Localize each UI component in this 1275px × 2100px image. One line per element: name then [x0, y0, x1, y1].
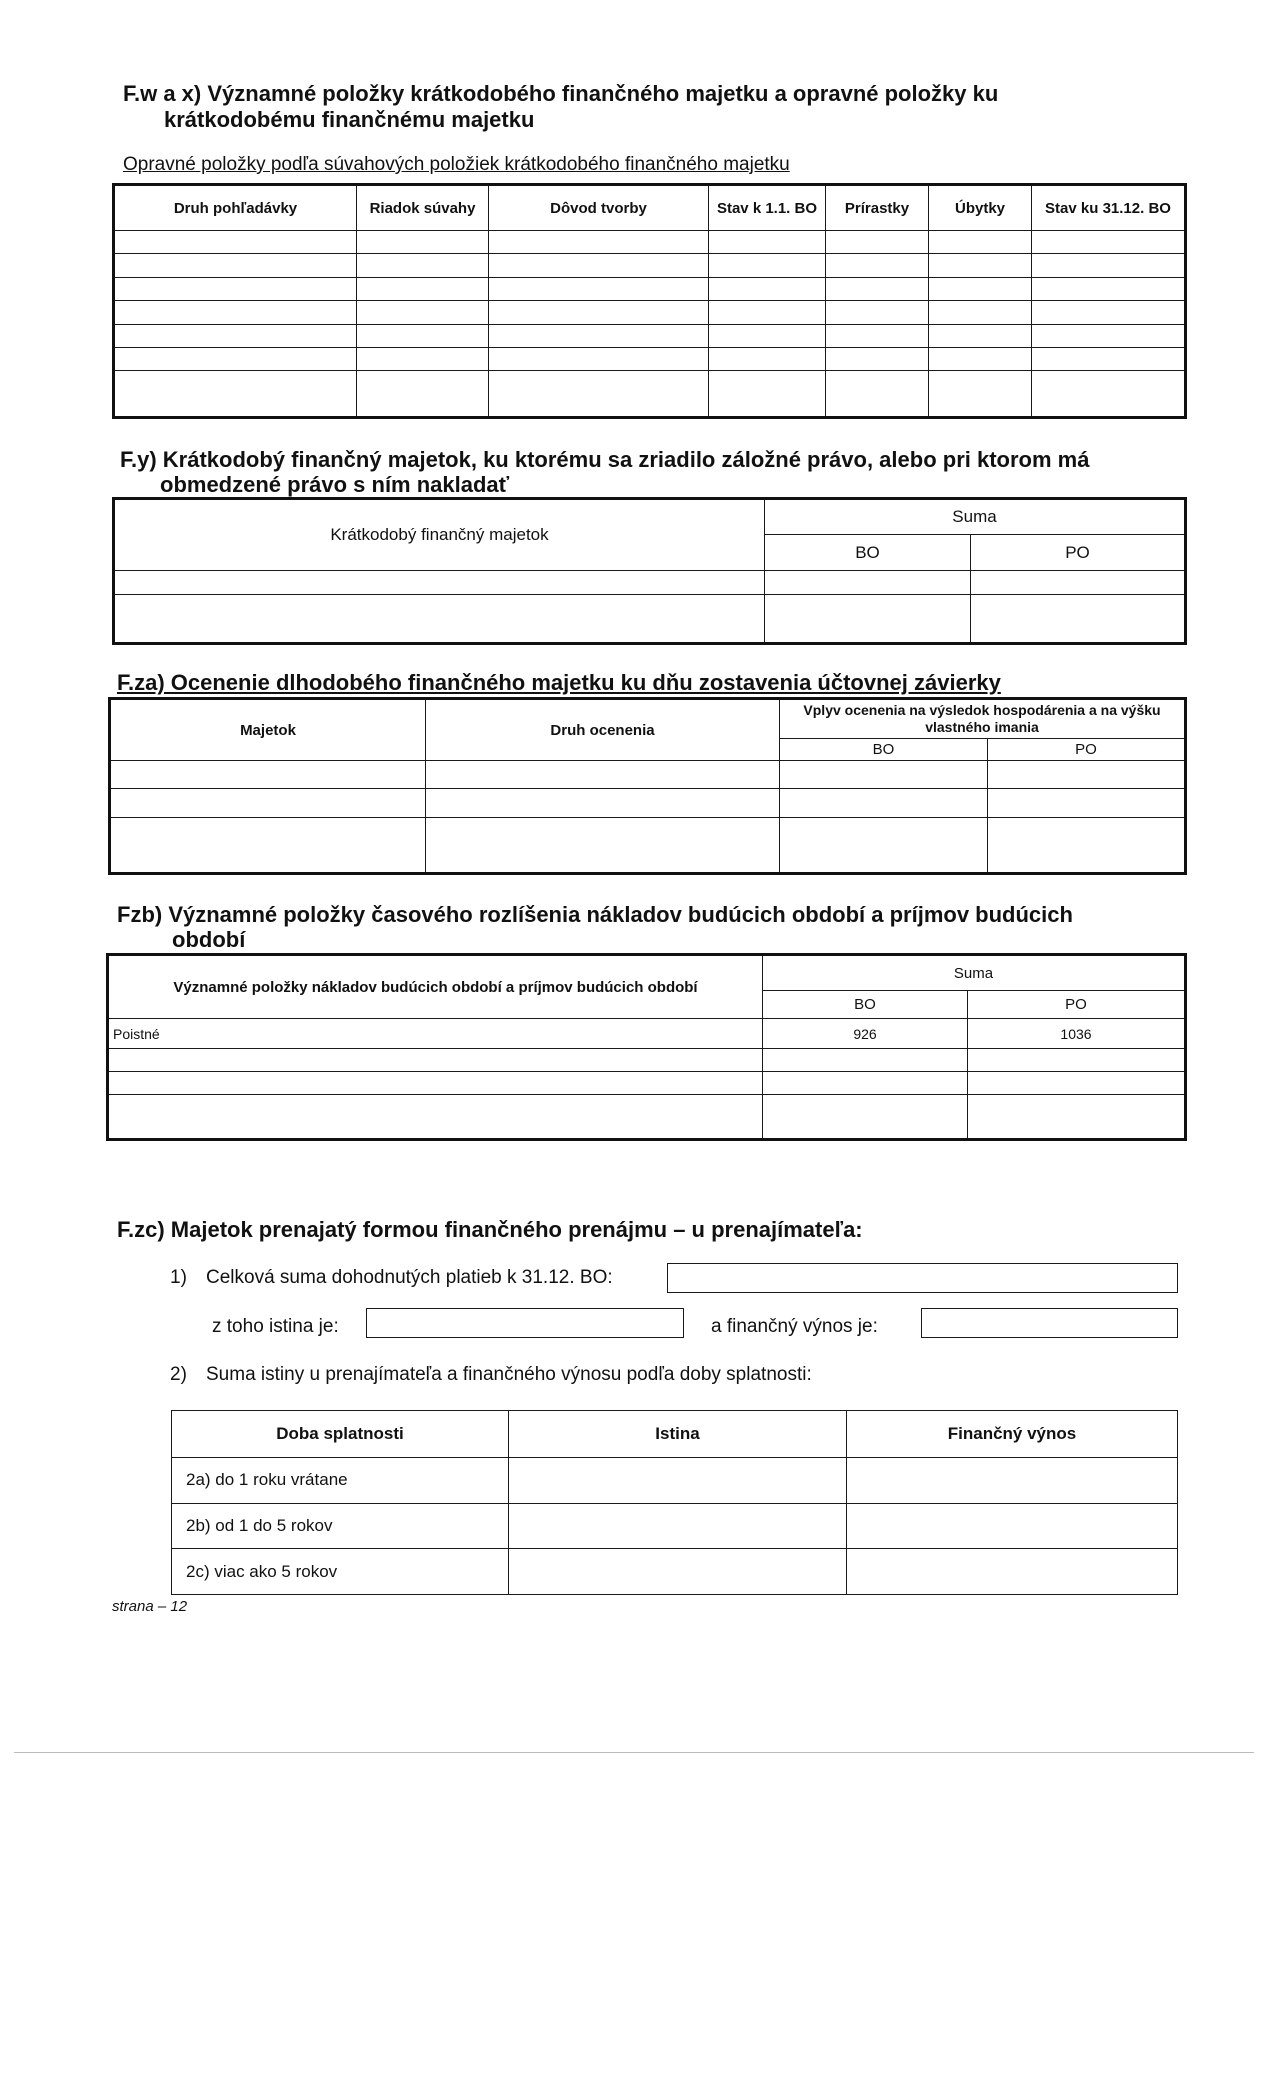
table-row [110, 789, 1186, 817]
fwx-col-receivable-type: Druh pohľadávky [114, 185, 357, 231]
fzb-table [106, 953, 1187, 1141]
fzc-row-label: 2b) od 1 do 5 rokov [172, 1503, 509, 1549]
fwx-table [112, 183, 1187, 419]
fzb-heading-line1: Fzb) Významné položky časového rozlíšenia nákladov budúcich období a príjmov budúcich [117, 902, 1073, 927]
fzc-col-period: Doba splatnosti [172, 1411, 509, 1458]
table-row [172, 1458, 1178, 1504]
fwx-heading-line1: F.w a x) Významné položky krátkodobého finančného majetku a opravné položky ku [123, 81, 999, 106]
fza-col-po: PO [988, 739, 1186, 761]
fza-col-impact: Vplyv ocenenia na výsledok hospodárenia a na výšku vlastného imania [780, 699, 1186, 739]
fza-col-valuation-type: Druh ocenenia [426, 699, 780, 761]
fzc-q1-number: 1) [170, 1267, 187, 1288]
fzb-col-po: PO [968, 991, 1186, 1019]
table-row [114, 301, 1186, 324]
fzb-row-name[interactable]: Poistné [108, 1019, 763, 1049]
fzb-row-bo[interactable]: 926 [763, 1019, 968, 1049]
fwx-header-row [114, 185, 1186, 231]
fza-heading: F.za) Ocenenie dlhodobého finančného majetku ku dňu zostavenia účtovnej závierky [117, 670, 1001, 695]
fy-col-bo: BO [765, 535, 971, 571]
fzc-heading: F.zc) Majetok prenajatý formou finančného prenájmu – u prenajímateľa: [117, 1217, 863, 1242]
fy-col-po: PO [971, 535, 1186, 571]
fwx-col-additions: Prírastky [826, 185, 929, 231]
fwx-subheading: Opravné položky podľa súvahových položiek krátkodobého finančného majetku [123, 154, 790, 175]
table-row [110, 817, 1186, 874]
table-row [110, 761, 1186, 789]
table-row [114, 277, 1186, 300]
table-row [108, 1019, 1186, 1049]
table-row [114, 347, 1186, 370]
fzc-row-label: 2c) viac ako 5 rokov [172, 1549, 509, 1595]
fzc-income-field[interactable] [921, 1308, 1178, 1338]
fy-heading-line1: F.y) Krátkodobý finančný majetok, ku ktorému sa zriadilo záložné právo, alebo pri ktorom má [120, 447, 1090, 472]
table-row [114, 571, 1186, 595]
fy-col-asset: Krátkodobý finančný majetok [114, 499, 765, 571]
fzc-row-label: 2a) do 1 roku vrátane [172, 1458, 509, 1504]
fwx-heading-line2: krátkodobému finančnému majetku [164, 107, 535, 132]
fza-table [108, 697, 1187, 875]
fwx-col-end-balance: Stav ku 31.12. BO [1032, 185, 1186, 231]
table-row [108, 1071, 1186, 1094]
fzc-col-principal: Istina [509, 1411, 847, 1458]
fzc-principal-label: z toho istina je: [212, 1316, 339, 1337]
fzc-q1-label: Celková suma dohodnutých platieb k 31.12. BO: [206, 1267, 613, 1288]
fy-heading-line2: obmedzené právo s ním nakladať [160, 472, 510, 497]
table-row [108, 1094, 1186, 1140]
table-row [114, 595, 1186, 644]
table-row [114, 324, 1186, 347]
table-row [114, 371, 1186, 418]
page-number: strana – 12 [112, 1598, 188, 1615]
fwx-col-reason: Dôvod tvorby [489, 185, 709, 231]
fzc-income-label: a finančný výnos je: [711, 1316, 878, 1337]
fwx-col-reductions: Úbytky [929, 185, 1032, 231]
table-row [108, 1049, 1186, 1072]
fzc-total-payments-field[interactable] [667, 1263, 1178, 1293]
fza-col-asset: Majetok [110, 699, 426, 761]
table-row [114, 254, 1186, 277]
fzb-row-po[interactable]: 1036 [968, 1019, 1186, 1049]
fzc-principal-field[interactable] [366, 1308, 684, 1338]
fzb-col-sum: Suma [763, 955, 1186, 991]
fza-col-bo: BO [780, 739, 988, 761]
table-row [172, 1503, 1178, 1549]
table-row [114, 231, 1186, 254]
fzc-q2-label: Suma istiny u prenajímateľa a finančného výnosu podľa doby splatnosti: [206, 1364, 812, 1385]
fwx-col-balance-row: Riadok súvahy [357, 185, 489, 231]
fzb-col-bo: BO [763, 991, 968, 1019]
table-row [172, 1549, 1178, 1595]
fzc-table [171, 1410, 1178, 1595]
fzc-col-income: Finančný výnos [847, 1411, 1178, 1458]
fzb-col-items: Významné položky nákladov budúcich období a príjmov budúcich období [108, 955, 763, 1019]
fzc-q2-number: 2) [170, 1364, 187, 1385]
fy-col-sum: Suma [765, 499, 1186, 535]
divider [14, 1752, 1254, 1753]
fzb-heading-line2: období [172, 927, 246, 952]
fy-table [112, 497, 1187, 645]
fwx-col-start-balance: Stav k 1.1. BO [709, 185, 826, 231]
